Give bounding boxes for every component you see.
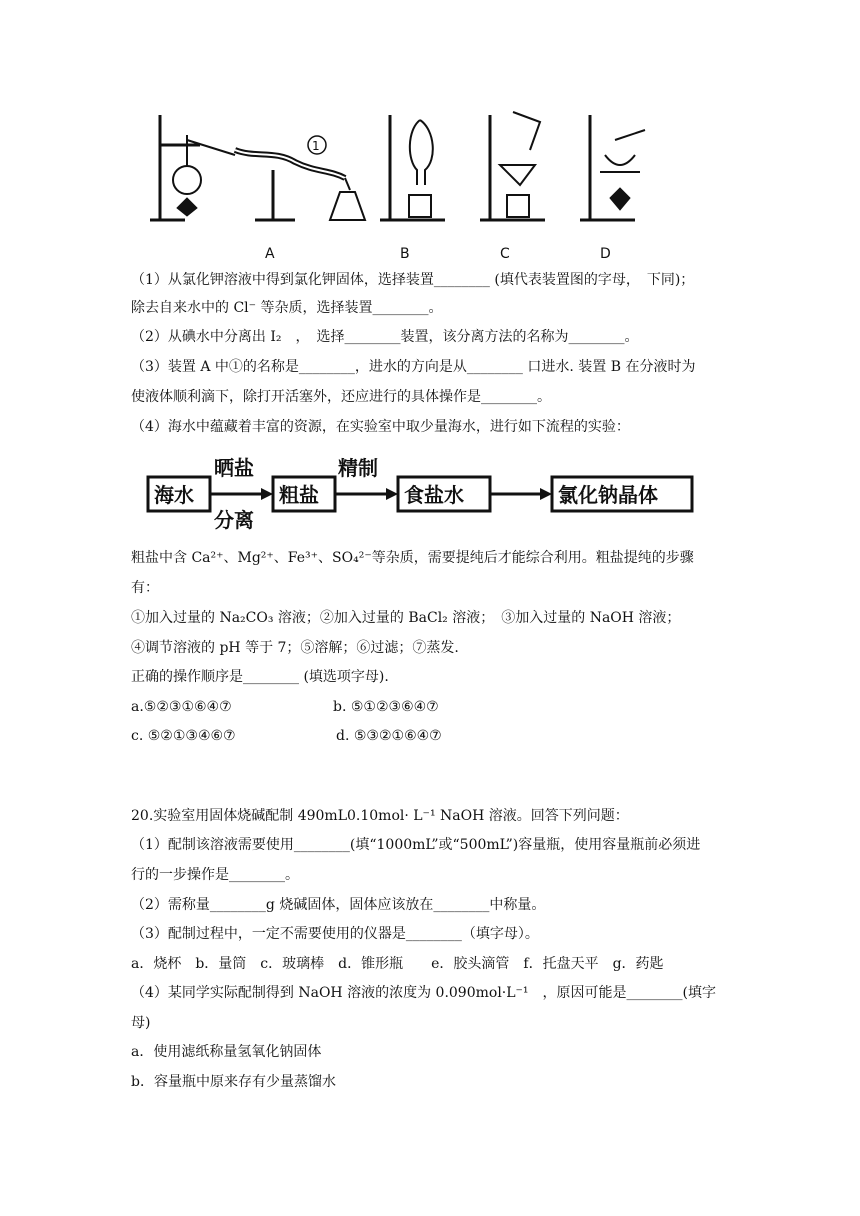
label-circled-1: 1 xyxy=(312,139,320,153)
q20-part4-line1: （4）某同学实际配制得到 NaOH 溶液的浓度为 0.090mol·L⁻¹ ，原因可能是________(填字 xyxy=(131,985,717,1001)
q19-part2: （2）从碘水中分离出 I₂ ， 选择________装置，该分离方法的名称为________。 xyxy=(131,329,639,345)
flow-box3-label: 食盐水 xyxy=(404,483,464,507)
label-D: D xyxy=(600,246,611,262)
q20-stem: 20.实验室用固体烧碱配制 490mL0.10mol· L⁻¹ NaOH 溶液。回答下列问题： xyxy=(131,808,629,824)
q20-choice-b: b．容量瓶中原来存有少量蒸馏水 xyxy=(131,1074,336,1090)
label-B: B xyxy=(400,246,410,262)
q19-part3-line2: 使液体顺利滴下，除打开活塞外，还应进行的具体操作是________。 xyxy=(131,389,551,405)
label-C: C xyxy=(500,246,510,262)
q20-part4-line2: 母) xyxy=(131,1015,151,1031)
q19-steps-line1: ①加入过量的 Na₂CO₃ 溶液；②加入过量的 BaCl₂ 溶液； ③加入过量的 NaOH 溶液； xyxy=(131,610,681,626)
q19-option-b: b. ⑤①②③⑥④⑦ xyxy=(333,699,439,715)
label-A: A xyxy=(265,246,275,262)
flow-arrow2-top: 精制 xyxy=(338,456,378,480)
flow-arrowhead-3 xyxy=(540,488,552,500)
q19-part4: （4）海水中蕴藏着丰富的资源，在实验室中取少量海水，进行如下流程的实验： xyxy=(131,419,630,435)
q19-part3-line1: （3）装置 A 中①的名称是________，进水的方向是从________ 口进水. 装置 B 在分液时为 xyxy=(131,359,696,375)
q19-part1-line2: 除去自来水中的 Cl⁻ 等杂质，选择装置________。 xyxy=(131,300,443,316)
q20-part2: （2）需称量________g 烧碱固体，固体应该放在________中称量。 xyxy=(131,897,546,913)
flow-arrowhead-1 xyxy=(261,488,273,500)
flow-arrow1-top: 晒盐 xyxy=(214,456,254,480)
q20-choice-a: a．使用滤纸称量氢氧化钠固体 xyxy=(131,1044,322,1060)
q19-order-question: 正确的操作顺序是________ (填选项字母). xyxy=(131,669,389,685)
q19-impurities-line2: 有： xyxy=(131,580,159,596)
q19-steps-line2: ④调节溶液的 pH 等于 7；⑤溶解；⑥过滤；⑦蒸发. xyxy=(131,640,459,656)
q19-part1-line1: （1）从氯化钾溶液中得到氯化钾固体，选择装置________ (填代表装置图的字母， 下同)； xyxy=(131,272,695,288)
flow-arrow1-bottom: 分离 xyxy=(214,508,254,532)
flow-box4-label: 氯化钠晶体 xyxy=(558,483,658,507)
q19-option-d: d. ⑤③②①⑥④⑦ xyxy=(336,728,442,744)
flow-arrowhead-2 xyxy=(386,488,398,500)
q19-option-c: c. ⑤②①③④⑥⑦ xyxy=(131,728,236,744)
flow-box2-label: 粗盐 xyxy=(279,483,319,507)
salt-flow-diagram xyxy=(140,455,700,535)
q20-part1-line2: 行的一步操作是________。 xyxy=(131,867,299,883)
q19-impurities-line1: 粗盐中含 Ca²⁺、Mg²⁺、Fe³⁺、SO₄²⁻等杂质，需要提纯后才能综合利用。粗盐提纯的步骤 xyxy=(131,550,694,566)
q20-instruments: a．烧杯 b．量筒 c．玻璃棒 d．锥形瓶 e．胶头滴管 f．托盘天平 g．药匙 xyxy=(131,956,664,972)
q20-part1-line1: （1）配制该溶液需要使用________(填“1000mL”或“500mL”)容量瓶，使用容量瓶前必须进 xyxy=(131,837,701,853)
flow-box1-label: 海水 xyxy=(154,483,194,507)
apparatus-figure xyxy=(145,100,665,265)
q19-option-a: a.⑤②③①⑥④⑦ xyxy=(131,699,232,715)
q20-part3: （3）配制过程中，一定不需要使用的仪器是________（填字母）。 xyxy=(131,926,539,942)
